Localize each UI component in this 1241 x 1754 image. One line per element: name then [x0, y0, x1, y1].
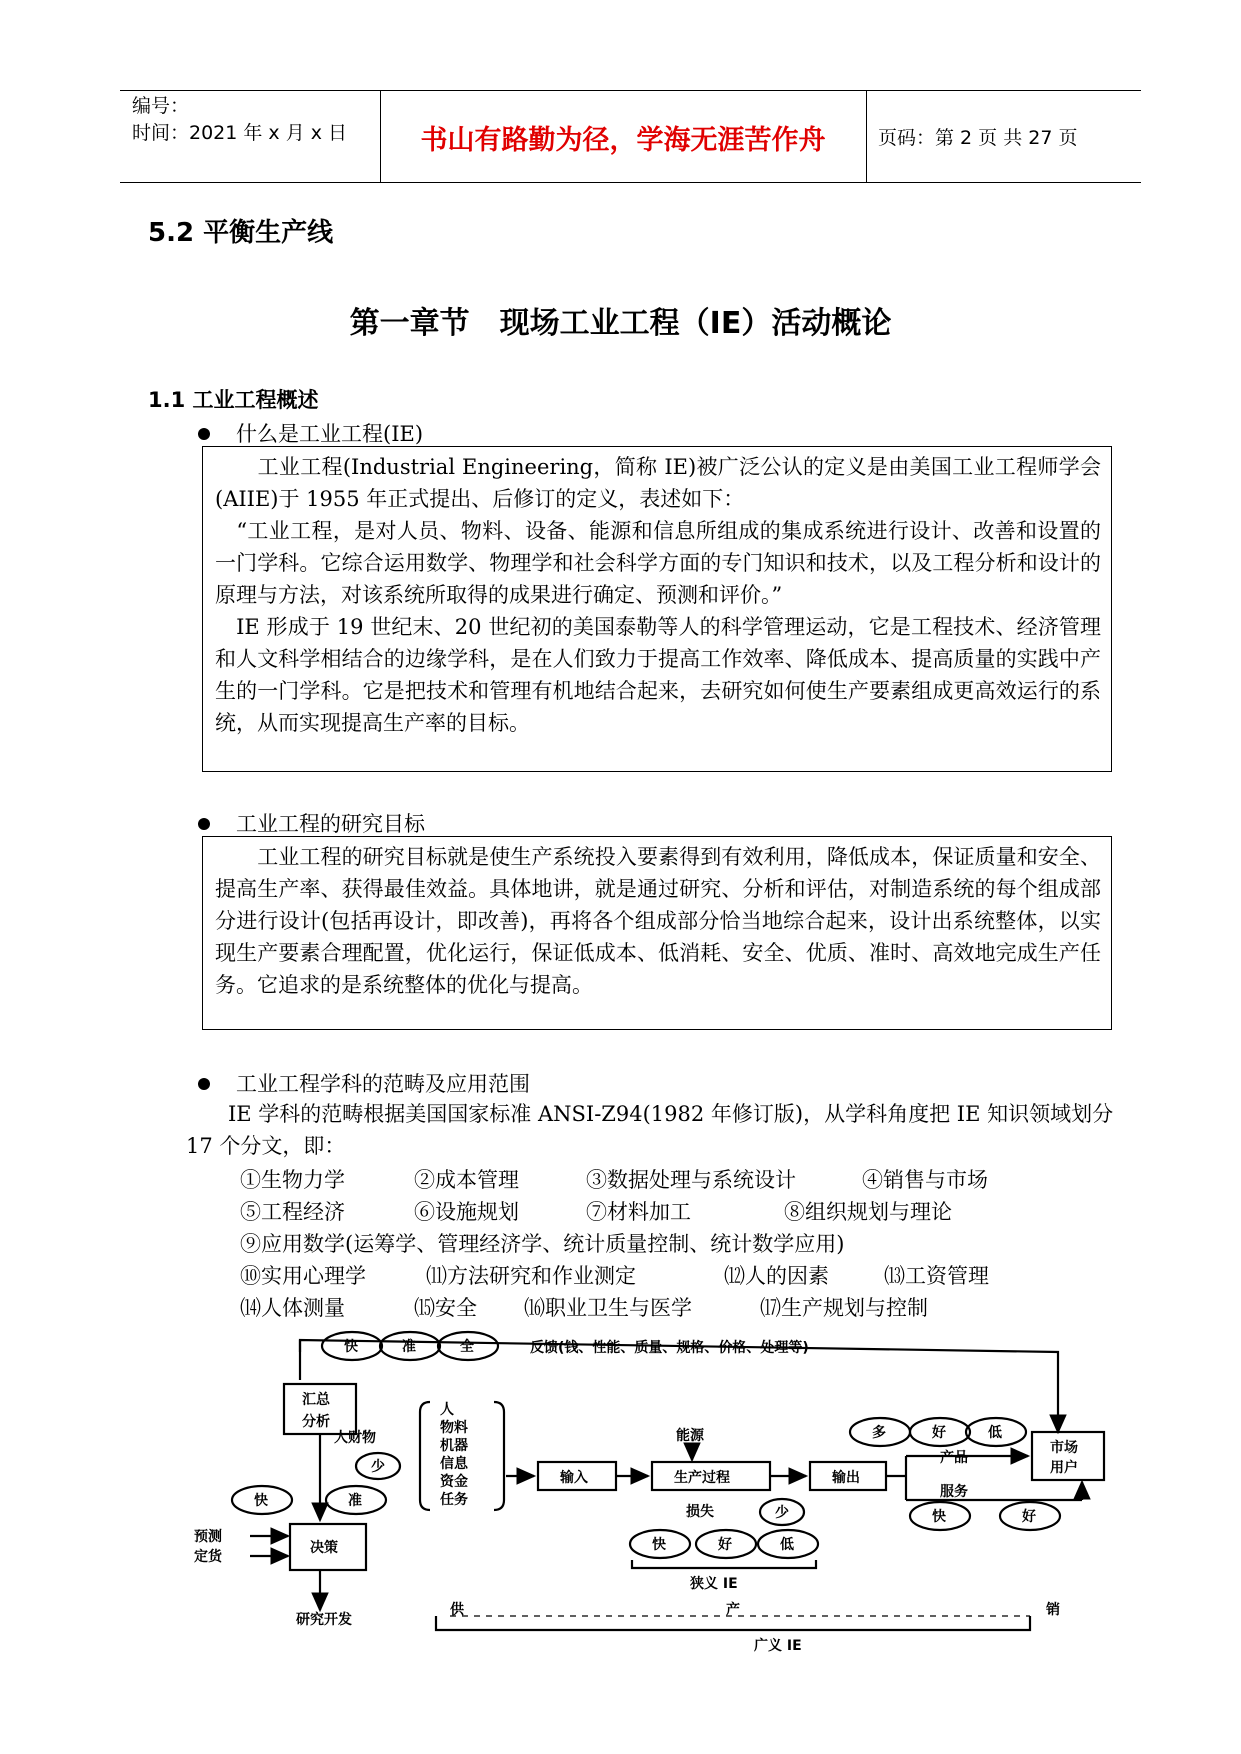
section-heading: 5.2 平衡生产线	[148, 218, 334, 248]
supply-text: 供	[450, 1602, 464, 1618]
category-item: ⑨应用数学(运筹学、管理经济学、统计质量控制、统计数学应用)	[240, 1232, 845, 1256]
resources-label: 人财物	[334, 1430, 376, 1446]
document-time-label: 时间：2021 年 x 月 x 日	[132, 122, 348, 144]
resource-item-2: 物料	[440, 1420, 468, 1436]
narrow-oval-text-3: 低	[780, 1537, 794, 1553]
sell-text: 销	[1046, 1602, 1060, 1618]
service-oval-text-2: 好	[1022, 1509, 1036, 1525]
service-oval-text-1: 快	[932, 1509, 946, 1525]
decision-text: 决策	[310, 1540, 338, 1556]
process-text: 生产过程	[674, 1470, 730, 1486]
category-item: ⑧组织规划与理论	[784, 1200, 952, 1224]
product-text: 产品	[940, 1450, 968, 1466]
summary-text-1: 汇总	[302, 1392, 330, 1408]
scope-text: IE 学科的范畴根据美国国家标准 ANSI-Z94(1982 年修订版)，从学科角度把 IE 知识领域划分 17 个分文，即：	[186, 1102, 1114, 1158]
decision-oval-text-2: 准	[348, 1493, 362, 1509]
resources-bracket	[420, 1402, 430, 1510]
narrow-oval-text-2: 好	[718, 1537, 732, 1553]
feedback-text: 反馈(钱、性能、质量、规格、价格、处理等)	[530, 1340, 809, 1356]
energy-text: 能源	[676, 1428, 704, 1444]
product-oval-text-3: 低	[988, 1425, 1002, 1441]
category-item: ⒃职业卫生与医学	[524, 1296, 692, 1320]
definition-paragraph-2: “工业工程，是对人员、物料、设备、能源和信息所组成的集成系统进行设计、改善和设置的一门学科。它综合运用数学、物理学和社会科学方面的专门知识和技术，以及工程分析和设计的原理与方法，对该系统所取得的成果进行确定、预测和评价。”	[215, 519, 1101, 607]
category-item: ⒄生产规划与控制	[760, 1296, 928, 1320]
header-motto: 书山有路勤为径，学海无涯苦作舟	[420, 125, 826, 156]
market-text-1: 市场	[1050, 1440, 1078, 1456]
output-text: 输出	[832, 1470, 860, 1486]
top-oval-text-1: 快	[344, 1339, 358, 1355]
category-item: ⑤工程经济	[240, 1200, 345, 1224]
definition-paragraph-3: IE 形成于 19 世纪末、20 世纪初的美国泰勒等人的科学管理运动，它是工程技术、经济管理和人文科学相结合的边缘学科，是在人们致力于提高工作效率、降低成本、提高质量的实践中产生的一门学科。它是把技术和管理有机地结合起来，去研究如何使生产要素组成更高效运行的系统，从而实现提高生产率的目标。	[215, 615, 1101, 735]
bullet-text: 工业工程的研究目标	[236, 812, 425, 836]
category-item: ⒀工资管理	[884, 1264, 989, 1288]
top-oval-text-3: 全	[460, 1339, 474, 1355]
forecast-text: 预测	[194, 1529, 222, 1545]
loss-less-text: 少	[775, 1505, 789, 1521]
definition-paragraph-1: 工业工程(Industrial Engineering，简称 IE)被广泛公认的定义是由美国工业工程师学会(AIIE)于 1955 年正式提出、后修订的定义，表述如下：	[215, 455, 1101, 511]
bullet-text: 工业工程学科的范畴及应用范围	[236, 1072, 530, 1096]
category-item: ⑦材料加工	[586, 1200, 691, 1224]
market-text-2: 用户	[1050, 1460, 1078, 1476]
resource-item-5: 资金	[440, 1474, 468, 1490]
broad-ie-bracket	[436, 1616, 1030, 1630]
category-item: ⒁人体测量	[240, 1296, 345, 1320]
produce-text: 产	[726, 1602, 740, 1618]
resources-bracket-right	[494, 1402, 504, 1510]
decision-oval-text-1: 快	[254, 1493, 268, 1509]
page-info: 页码：第 2 页 共 27 页	[878, 127, 1078, 149]
top-oval-text-2: 准	[402, 1339, 416, 1355]
bullet-text: 什么是工业工程(IE)	[236, 422, 424, 446]
category-item: ⑥设施规划	[414, 1200, 519, 1224]
category-item: ⑩实用心理学	[240, 1264, 366, 1288]
service-text: 服务	[940, 1484, 968, 1500]
subsection-heading: 1.1 工业工程概述	[148, 388, 319, 412]
loss-text: 损失	[686, 1504, 714, 1520]
resource-item-3: 机器	[440, 1438, 468, 1454]
category-item: ③数据处理与系统设计	[586, 1168, 796, 1192]
resources-less-text: 少	[371, 1459, 385, 1475]
category-item: ①生物力学	[240, 1168, 345, 1192]
category-item: ②成本管理	[414, 1168, 519, 1192]
resource-item-1: 人	[440, 1402, 454, 1418]
document-number-label: 编号：	[132, 95, 190, 117]
product-oval-text-2: 好	[932, 1425, 946, 1441]
category-item: ⑿人的因素	[724, 1264, 829, 1288]
narrow-ie-bracket	[632, 1560, 816, 1568]
narrow-ie-text: 狭义 IE	[690, 1576, 738, 1592]
summary-text-2: 分析	[302, 1414, 330, 1430]
resource-item-6: 任务	[440, 1492, 468, 1508]
narrow-oval-text-1: 快	[652, 1537, 666, 1553]
category-item: ④销售与市场	[862, 1168, 988, 1192]
category-item: ⑾方法研究和作业测定	[426, 1264, 636, 1288]
resource-item-4: 信息	[440, 1456, 468, 1472]
research-goal-paragraph: 工业工程的研究目标就是使生产系统投入要素得到有效利用，降低成本，保证质量和安全、提高生产率、获得最佳效益。具体地讲，就是通过研究、分析和评估，对制造系统的每个组成部分进行设计(包括再设计，即改善)，再将各个组成部分恰当地综合起来，设计出系统整体，以实现生产要素合理配置，优化运行，保证低成本、低消耗、安全、优质、准时、高效地完成生产任务。它追求的是系统整体的优化与提高。	[215, 845, 1101, 997]
chapter-title: 第一章节 现场工业工程（IE）活动概论	[349, 306, 892, 341]
rd-text: 研究开发	[296, 1612, 352, 1628]
order-text: 定货	[194, 1549, 222, 1565]
input-text: 输入	[560, 1470, 588, 1486]
category-item: ⒂安全	[414, 1296, 477, 1320]
broad-ie-text: 广义 IE	[754, 1638, 802, 1654]
product-oval-text-1: 多	[872, 1425, 886, 1441]
